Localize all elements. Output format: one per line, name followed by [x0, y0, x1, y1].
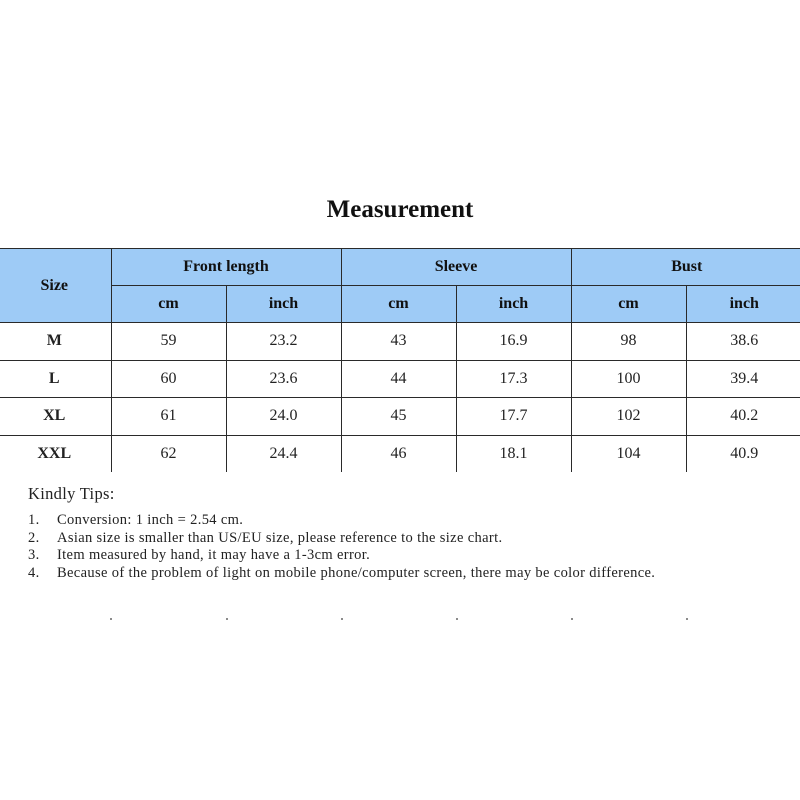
size-label: M — [0, 323, 111, 361]
table-cell: 60 — [111, 360, 226, 398]
table-cell: 23.6 — [226, 360, 341, 398]
size-label: XXL — [0, 435, 111, 472]
table-cell: 98 — [571, 323, 686, 361]
tip-text: Because of the problem of light on mobile phone/computer screen, there may be color difference. — [57, 564, 656, 581]
tip-number: 3. — [28, 547, 40, 563]
dot-marker — [226, 618, 228, 620]
table-row — [0, 398, 800, 436]
table-cell: 17.3 — [456, 360, 571, 398]
dot-marker — [110, 618, 112, 620]
kindly-tips — [28, 484, 717, 582]
size-label: L — [0, 360, 111, 398]
header-row-units — [0, 286, 800, 323]
header-unit-cm: cm — [111, 286, 226, 323]
table-cell: 24.4 — [226, 435, 341, 472]
table-cell: 62 — [111, 435, 226, 472]
tip-item — [28, 512, 717, 530]
table-cell: 100 — [571, 360, 686, 398]
dot-marker — [571, 618, 573, 620]
table-cell: 59 — [111, 323, 226, 361]
tip-item — [28, 547, 717, 565]
size-label: XL — [0, 398, 111, 436]
decorative-dots — [0, 618, 800, 628]
header-front-length: Front length — [111, 249, 341, 286]
table-cell: 38.6 — [686, 323, 800, 361]
size-chart-table — [0, 248, 800, 472]
table-cell: 102 — [571, 398, 686, 436]
table-row — [0, 323, 800, 361]
header-row-groups — [0, 249, 800, 286]
table-cell: 45 — [341, 398, 456, 436]
tip-item — [28, 565, 717, 583]
table-cell: 40.9 — [686, 435, 800, 472]
tip-item — [28, 530, 717, 548]
table-cell: 24.0 — [226, 398, 341, 436]
table-cell: 23.2 — [226, 323, 341, 361]
tip-text: Item measured by hand, it may have a 1-3cm error. — [57, 547, 371, 563]
table-row — [0, 435, 800, 472]
header-bust: Bust — [571, 249, 800, 286]
tip-text: Asian size is smaller than US/EU size, please reference to the size chart. — [57, 529, 503, 546]
header-unit-cm: cm — [571, 286, 686, 323]
tip-text: Conversion: 1 inch = 2.54 cm. — [57, 512, 244, 528]
header-unit-inch: inch — [686, 286, 800, 323]
table-cell: 40.2 — [686, 398, 800, 436]
table-cell: 61 — [111, 398, 226, 436]
table-cell: 44 — [341, 360, 456, 398]
header-size: Size — [0, 249, 111, 323]
page-title: Measurement — [326, 196, 474, 223]
table-cell: 16.9 — [456, 323, 571, 361]
table-cell: 46 — [341, 435, 456, 472]
table-cell: 18.1 — [456, 435, 571, 472]
header-unit-inch: inch — [456, 286, 571, 323]
tip-number: 1. — [28, 512, 40, 528]
dot-marker — [456, 618, 458, 620]
tip-number: 2. — [28, 529, 40, 546]
header-unit-inch: inch — [226, 286, 341, 323]
dot-marker — [686, 618, 688, 620]
header-sleeve: Sleeve — [341, 249, 571, 286]
table-cell: 104 — [571, 435, 686, 472]
dot-marker — [341, 618, 343, 620]
table-row — [0, 360, 800, 398]
table-cell: 39.4 — [686, 360, 800, 398]
header-unit-cm: cm — [341, 286, 456, 323]
tips-list — [28, 512, 717, 582]
tips-title: Kindly Tips: — [28, 484, 115, 503]
table-cell: 17.7 — [456, 398, 571, 436]
table-cell: 43 — [341, 323, 456, 361]
tip-number: 4. — [28, 564, 40, 581]
